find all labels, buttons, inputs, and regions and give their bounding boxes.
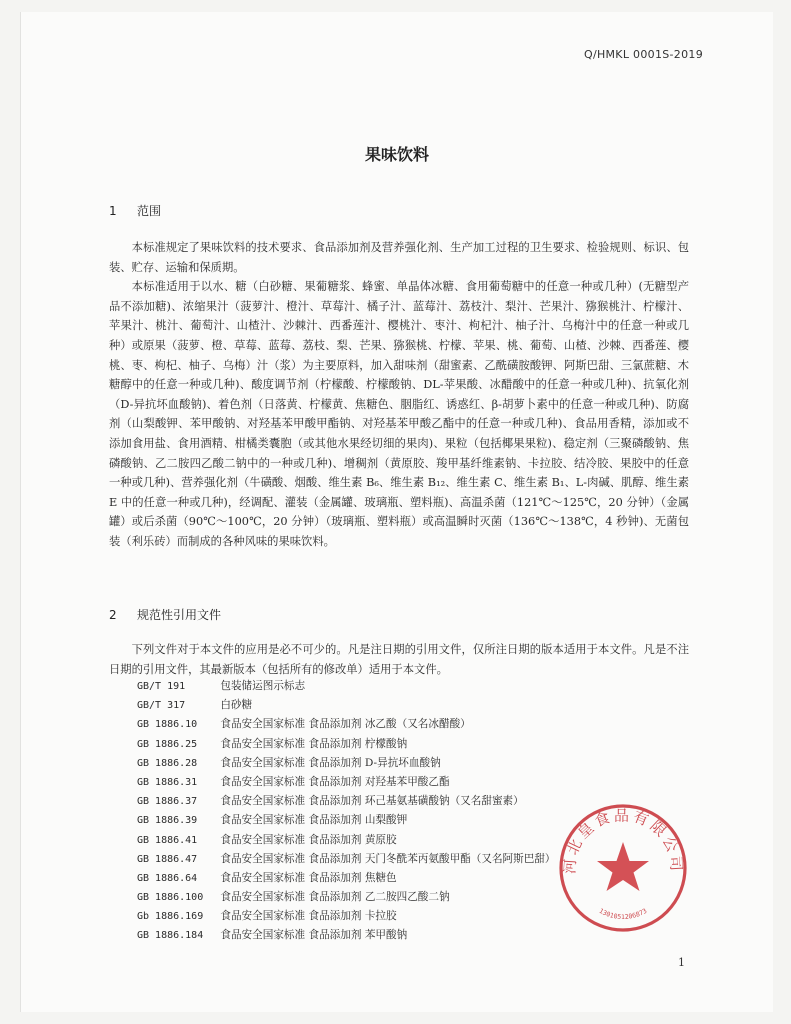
section-2-intro [109,640,689,679]
reference-title: 食品安全国家标准 食品添加剂 柠檬酸钠 [220,737,408,750]
section-1-number: 1 [109,204,117,218]
reference-title: 白砂糖 [220,699,253,712]
reference-title: 食品安全国家标准 食品添加剂 对羟基苯甲酸乙酯 [220,775,450,788]
company-seal [557,802,689,934]
reference-title: 食品安全国家标准 食品添加剂 卡拉胶 [220,910,397,923]
reference-code: GB/T 317 [137,700,186,712]
document-page [20,12,773,1012]
reference-row [137,773,697,792]
reference-title: 食品安全国家标准 食品添加剂 山梨酸钾 [220,814,408,827]
reference-row [137,754,697,773]
reference-row [137,715,697,734]
reference-title: 食品安全国家标准 食品添加剂 冰乙酸（又名冰醋酸） [220,718,471,731]
reference-row [137,696,697,715]
reference-code: Gb 1886.169 [137,911,204,923]
section-2-heading [109,606,221,623]
reference-code: GB 1886.31 [137,776,198,788]
reference-row [137,677,697,696]
reference-code: GB 1886.41 [137,834,198,846]
normative-intro: 下列文件对于本文件的应用是必不可少的。凡是注日期的引用文件，仅所注日期的版本适用于本文件。凡是不注日期的引用文件，其最新版本（包括所有的修改单）适用于本文件。 [109,643,689,676]
reference-title: 食品安全国家标准 食品添加剂 黄原胶 [220,833,397,846]
reference-title: 包装储运图示标志 [220,680,306,692]
reference-code: GB 1886.64 [137,872,198,884]
standard-code: Q/HMKL 0001S-2019 [583,48,703,61]
scope-paragraph-2: 本标准适用于以水、糖（白砂糖、果葡糖浆、蜂蜜、单晶体冰糖、食用葡萄糖中的任意一种或几种）(无糖型产品不添加糖)、浓缩果汁（菠萝汁、橙汁、草莓汁、橘子汁、蓝莓汁、荔枝汁、梨汁、芒果汁、猕猴桃汁、柠檬汁、苹果汁、桃汁、葡萄汁、山楂汁、沙棘汁、西番莲汁、樱桃汁、枣汁、枸杞汁、柚子汁、乌梅汁中的任意一种或几种）或原果（菠萝、橙、草莓、蓝莓、荔枝、梨、芒果、猕猴桃、柠檬、苹果、桃、葡萄、山楂、沙棘、西番莲、樱桃、枣、枸杞、柚子、乌梅）汁（浆）为主要原料，加入甜味剂（甜蜜素、乙酰磺胺酸钾、阿斯巴甜、三氯蔗糖、木糖醇中的任意一种或几种)、酸度调节剂（柠檬酸、柠檬酸钠、DL-苹果酸、冰醋酸中的任意一种或几种)、抗氧化剂（D-异抗坏血酸钠)、着色剂（日落黄、柠檬黄、焦糖色、胭脂红、诱惑红、β-胡萝卜素中的任意一种或几种)、防腐剂（山梨酸钾、苯甲酸钠、对羟基苯甲酸甲酯钠、对羟基苯甲酸乙酯中的任意一种或几种)、食品用香精，添加或不添加食用盐、食用酒精、柑橘类囊胞（或其他水果经切细的果肉)、果粒（包括椰果果粒)、稳定剂（三聚磷酸钠、焦磷酸钠、乙二胺四乙酸二钠中的一种或几种)、增稠剂（黄原胶、羧甲基纤维素钠、卡拉胶、结冷胶、果胶中的任意一种或几种)、营养强化剂（牛磺酸、烟酸、维生素 B₆、维生素 B₁₂、维生素 C、维生素 B₁、L-肉碱、肌醇、维生素 E 中的任意一种或几种)，经调配、灌装（金属罐、玻璃瓶、塑料瓶)、高温杀菌（121℃～125℃，20 分钟）（金属罐）或后杀菌（90℃～100℃，20 分钟）（玻璃瓶、塑料瓶）或高温瞬时灭菌（136℃～138℃，4 秒钟)、无菌包装（利乐砖）而制成的各种风味的果味饮料。 [109,280,689,548]
section-2-title: 规范性引用文件 [137,608,222,622]
page-number: 1 [678,956,685,969]
seal-star-icon [597,842,649,891]
scope-paragraph-1: 本标准规定了果味饮料的技术要求、食品添加剂及营养强化剂、生产加工过程的卫生要求、检验规则、标识、包装、贮存、运输和保质期。 [109,241,689,274]
reference-title: 食品安全国家标准 食品添加剂 焦糖色 [220,871,397,884]
reference-code: GB 1886.25 [137,738,198,750]
reference-title: 食品安全国家标准 食品添加剂 环己基氨基磺酸钠（又名甜蜜素） [220,795,524,808]
reference-title: 食品安全国家标准 食品添加剂 天门冬酰苯丙氨酸甲酯（又名阿斯巴甜） [220,852,556,865]
section-1-body [109,238,689,552]
section-1-heading [109,202,161,219]
reference-code: GB 1886.10 [137,719,198,731]
reference-title: 食品安全国家标准 食品添加剂 乙二胺四乙酸二钠 [220,891,450,904]
reference-code: GB 1886.28 [137,757,198,769]
svg-text:河北皇食品有限公司: 河北皇食品有限公司 [560,806,686,875]
reference-code: GB 1886.184 [137,930,204,942]
reference-title: 食品安全国家标准 食品添加剂 苯甲酸钠 [220,929,408,942]
reference-code: GB 1886.100 [137,892,204,904]
reference-code: GB 1886.37 [137,796,198,808]
reference-code: GB 1886.47 [137,853,198,865]
svg-text:1301051206873: 1301051206873 [597,906,649,921]
document-title: 果味饮料 [364,145,429,164]
section-2-number: 2 [109,608,117,622]
reference-title: 食品安全国家标准 食品添加剂 D-异抗坏血酸钠 [220,756,441,769]
reference-code: GB/T 191 [137,681,186,692]
reference-row [137,735,697,754]
section-1-title: 范围 [137,204,162,218]
reference-code: GB 1886.39 [137,815,198,827]
